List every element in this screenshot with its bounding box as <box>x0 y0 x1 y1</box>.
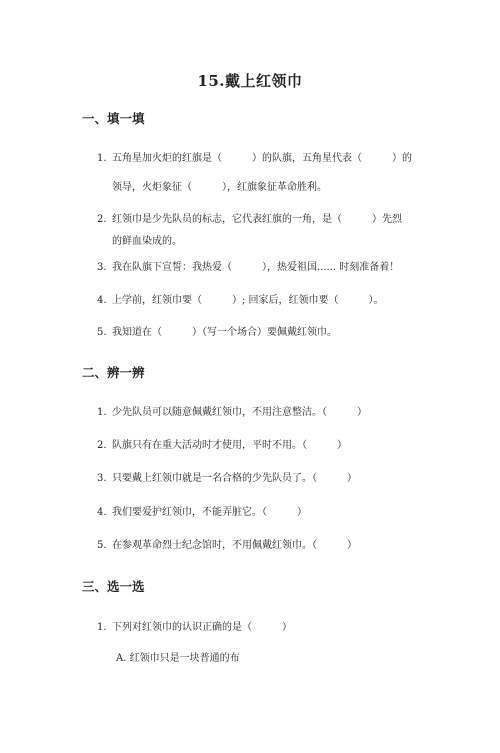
question-text: 少先队员可以随意佩戴红领巾，不用注意整洁。（ ） <box>112 407 367 418</box>
fill-question-5 <box>97 323 337 338</box>
question-text: 我知道在（ ）（写一个场合）要佩戴红领巾。 <box>112 327 337 338</box>
section-judge-heading: 二、辨一辨 <box>82 365 145 380</box>
question-number: 5. <box>97 327 107 338</box>
question-number: 1. <box>97 407 107 418</box>
question-number: 3. <box>97 262 107 273</box>
section-choose-heading: 三、选一选 <box>82 579 145 594</box>
fill-question-3 <box>97 258 399 273</box>
question-number: 2. <box>97 440 107 451</box>
judge-question-5 <box>97 536 357 551</box>
section-fill-heading: 一、填一填 <box>82 111 145 126</box>
question-text: 上学前，红领巾要（ ）; 回家后，红领巾要（ ）。 <box>112 295 384 306</box>
question-number: 1. <box>97 622 107 633</box>
choose-question-1 <box>97 618 292 633</box>
judge-question-3 <box>97 469 357 484</box>
question-text: 五角星加火炬的红旗是（ ）的队旗，五角星代表（ ）的 <box>112 153 412 164</box>
question-text: 我们要爱护红领巾，不能弄脏它。（ ） <box>112 507 307 518</box>
fill-question-4 <box>97 291 384 306</box>
question-text: 下列对红领巾的认识正确的是（ ） <box>112 622 292 633</box>
question-number: 3. <box>97 473 107 484</box>
question-text: 我在队旗下宣誓：我热爱（ ），热爱祖国...... 时刻准备着！ <box>112 262 400 273</box>
question-text: 红领巾是少先队员的标志，它代表红旗的一角，是（ ）先烈 <box>112 214 402 225</box>
judge-question-1 <box>97 403 367 418</box>
page-title: 15.戴上红领巾 <box>197 72 303 90</box>
question-text: 只要戴上红领巾就是一名合格的少先队员了。（ ） <box>112 473 357 484</box>
question-number: 4. <box>97 295 107 306</box>
fill-question-1-continuation: 领导，火炬象征（ ），红旗象征革命胜利。 <box>112 182 327 193</box>
question-text: 在参观革命烈士纪念馆时，不用佩戴红领巾。（ ） <box>112 540 357 551</box>
judge-question-4 <box>97 503 307 518</box>
fill-question-2 <box>97 210 402 225</box>
judge-question-2 <box>97 436 347 451</box>
question-number: 4. <box>97 507 107 518</box>
fill-question-1 <box>97 149 412 164</box>
question-number: 1. <box>97 153 107 164</box>
fill-question-2-continuation: 的鲜血染成的。 <box>112 236 182 247</box>
choose-question-1-option-a: A. 红领巾只是一块普通的布 <box>116 653 240 664</box>
question-text: 队旗只有在重大活动时才使用，平时不用。（ ） <box>112 440 347 451</box>
question-number: 2. <box>97 214 107 225</box>
question-number: 5. <box>97 540 107 551</box>
